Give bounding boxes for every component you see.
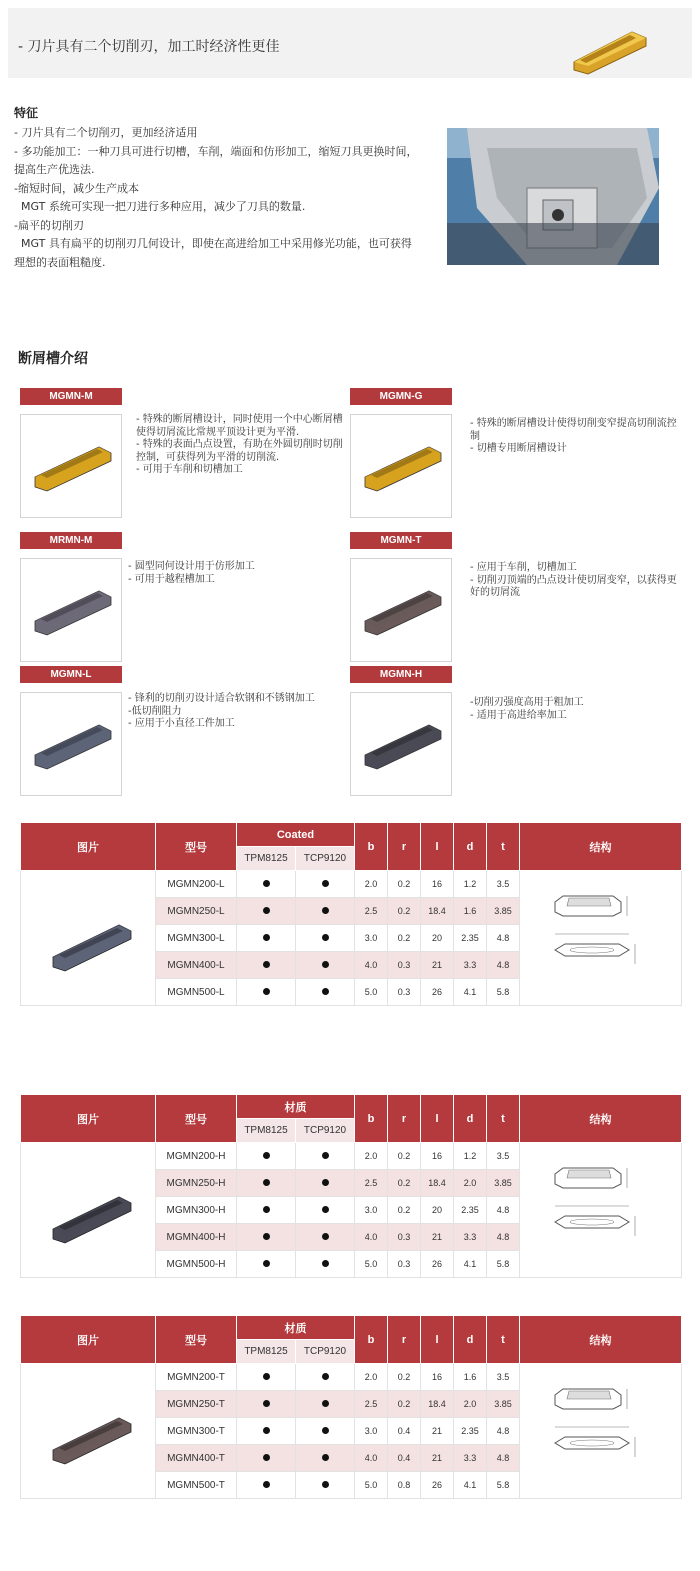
chipbreaker-tag: MRMN-M <box>20 532 122 549</box>
dim-cell: 26 <box>421 1472 454 1499</box>
grade-cell <box>237 1170 296 1197</box>
dim-cell: 0.2 <box>388 1364 421 1391</box>
top-banner <box>8 8 692 78</box>
model-cell: MGMN200-L <box>156 871 237 898</box>
chipbreaker-image <box>350 414 452 518</box>
filled-dot-icon <box>322 907 329 914</box>
filled-dot-icon <box>322 880 329 887</box>
grade-cell <box>237 871 296 898</box>
model-cell: MGMN250-L <box>156 898 237 925</box>
grade-cell <box>237 898 296 925</box>
dim-cell: 0.2 <box>388 1170 421 1197</box>
dim-cell: 3.5 <box>487 871 520 898</box>
dim-cell: 2.35 <box>454 1418 487 1445</box>
header-image: 图片 <box>21 1095 156 1143</box>
dim-cell: 0.2 <box>388 898 421 925</box>
header-grade-group: 材质 <box>237 1095 355 1119</box>
dim-cell: 5.0 <box>355 979 388 1006</box>
header-model: 型号 <box>156 1316 237 1364</box>
dim-cell: 0.8 <box>388 1472 421 1499</box>
dim-cell: 1.2 <box>454 1143 487 1170</box>
filled-dot-icon <box>263 1481 270 1488</box>
dim-cell: 4.0 <box>355 1445 388 1472</box>
chipbreaker-image <box>20 414 122 518</box>
header-dim: l <box>421 1316 454 1364</box>
dim-cell: 5.8 <box>487 1472 520 1499</box>
header-grade: TPM8125 <box>237 1340 296 1364</box>
chipbreaker-description: - 特殊的断屑槽设计，同时使用一个中心断屑槽使得切屑流比常规平顶设计更为平滑. - 特殊的表面凸点设置，有助在外圆切削时切削控制，可获得列为平滑的切削流. - 可用于车削和切槽加工 <box>136 414 343 475</box>
dim-cell: 4.1 <box>454 979 487 1006</box>
dim-cell: 3.0 <box>355 1197 388 1224</box>
filled-dot-icon <box>263 1454 270 1461</box>
filled-dot-icon <box>263 907 270 914</box>
grade-cell <box>296 1170 355 1197</box>
filled-dot-icon <box>322 1260 329 1267</box>
dim-cell: 4.8 <box>487 1445 520 1472</box>
header-dim: t <box>487 1316 520 1364</box>
feature-line: 理想的表面粗糙度. <box>14 255 106 269</box>
insert-image <box>21 1364 156 1499</box>
grade-cell <box>237 1364 296 1391</box>
dim-cell: 2.0 <box>454 1170 487 1197</box>
grade-cell <box>237 925 296 952</box>
chipbreaker-tag: MGMN-L <box>20 666 122 683</box>
dim-cell: 2.0 <box>355 1143 388 1170</box>
filled-dot-icon <box>322 1152 329 1159</box>
dim-cell: 3.85 <box>487 1391 520 1418</box>
table-row <box>21 1143 682 1170</box>
insert-image <box>21 871 156 1006</box>
grade-cell <box>237 1143 296 1170</box>
grade-cell <box>296 1364 355 1391</box>
feature-line: -扁平的切削刃 <box>14 218 84 232</box>
feature-line: - 刀片具有二个切削刃，更加经济适用 <box>14 126 198 139</box>
grade-cell <box>296 1224 355 1251</box>
dim-cell: 2.0 <box>454 1391 487 1418</box>
grade-cell <box>237 952 296 979</box>
model-cell: MGMN200-T <box>156 1364 237 1391</box>
dim-cell: 21 <box>421 1445 454 1472</box>
grade-cell <box>237 1391 296 1418</box>
dim-cell: 3.3 <box>454 1224 487 1251</box>
filled-dot-icon <box>263 1427 270 1434</box>
spec-table <box>20 822 682 1006</box>
dim-cell: 4.8 <box>487 1418 520 1445</box>
header-dim: d <box>454 1316 487 1364</box>
dim-cell: 1.6 <box>454 1364 487 1391</box>
grade-cell <box>296 1143 355 1170</box>
dim-cell: 3.85 <box>487 1170 520 1197</box>
header-structure: 结构 <box>520 1095 682 1143</box>
dim-cell: 20 <box>421 925 454 952</box>
filled-dot-icon <box>322 934 329 941</box>
filled-dot-icon <box>263 1373 270 1380</box>
dim-cell: 4.8 <box>487 952 520 979</box>
header-dim: d <box>454 1095 487 1143</box>
grade-cell <box>237 1251 296 1278</box>
grade-cell <box>296 1251 355 1278</box>
dim-cell: 4.8 <box>487 1197 520 1224</box>
filled-dot-icon <box>263 1206 270 1213</box>
header-dim: t <box>487 1095 520 1143</box>
dim-cell: 18.4 <box>421 1170 454 1197</box>
dim-cell: 2.0 <box>355 1364 388 1391</box>
features-list <box>14 124 439 272</box>
model-cell: MGMN500-H <box>156 1251 237 1278</box>
machining-photo <box>447 128 659 265</box>
filled-dot-icon <box>322 1233 329 1240</box>
header-grade: TCP9120 <box>296 1340 355 1364</box>
filled-dot-icon <box>263 961 270 968</box>
filled-dot-icon <box>263 1152 270 1159</box>
dim-cell: 18.4 <box>421 898 454 925</box>
header-dim: b <box>355 1095 388 1143</box>
filled-dot-icon <box>322 988 329 995</box>
model-cell: MGMN500-T <box>156 1472 237 1499</box>
feature-line: - 多功能加工：一种刀具可进行切槽，车削，端面和仿形加工，缩短刀具更换时间， <box>14 144 418 158</box>
spec-table <box>20 1094 682 1278</box>
header-model: 型号 <box>156 823 237 871</box>
grade-cell <box>296 979 355 1006</box>
header-grade: TPM8125 <box>237 1119 296 1143</box>
dim-cell: 0.4 <box>388 1418 421 1445</box>
header-dim: l <box>421 1095 454 1143</box>
dim-cell: 2.0 <box>355 871 388 898</box>
chipbreaker-section-title: 断屑槽介绍 <box>18 351 88 367</box>
header-image: 图片 <box>21 1316 156 1364</box>
header-grade-group: Coated <box>237 823 355 847</box>
dim-cell: 16 <box>421 1143 454 1170</box>
filled-dot-icon <box>263 1400 270 1407</box>
header-dim: b <box>355 823 388 871</box>
dim-cell: 0.3 <box>388 1251 421 1278</box>
dim-cell: 2.35 <box>454 925 487 952</box>
chipbreaker-description: - 锋利的切削刃设计适合软钢和不锈钢加工 -低切削阻力 - 应用于小直径工件加工 <box>128 693 315 729</box>
dim-cell: 3.0 <box>355 1418 388 1445</box>
grade-cell <box>296 925 355 952</box>
dim-cell: 2.5 <box>355 1391 388 1418</box>
dim-cell: 0.2 <box>388 925 421 952</box>
dim-cell: 0.2 <box>388 871 421 898</box>
chipbreaker-tag: MGMN-H <box>350 666 452 683</box>
model-cell: MGMN300-T <box>156 1418 237 1445</box>
dim-cell: 5.8 <box>487 979 520 1006</box>
model-cell: MGMN500-L <box>156 979 237 1006</box>
header-structure: 结构 <box>520 1316 682 1364</box>
dim-cell: 26 <box>421 979 454 1006</box>
header-model: 型号 <box>156 1095 237 1143</box>
filled-dot-icon <box>322 1454 329 1461</box>
header-grade-group: 材质 <box>237 1316 355 1340</box>
model-cell: MGMN400-T <box>156 1445 237 1472</box>
grade-cell <box>296 1391 355 1418</box>
chipbreaker-image <box>20 558 122 662</box>
chipbreaker-description: - 应用于车削，切槽加工 - 切削刃顶端的凸点设计使切屑变窄，以获得更好的切屑流 <box>470 562 677 598</box>
filled-dot-icon <box>263 1260 270 1267</box>
chipbreaker-tag: MGMN-T <box>350 532 452 549</box>
grade-cell <box>237 1418 296 1445</box>
dim-cell: 4.1 <box>454 1472 487 1499</box>
dim-cell: 1.6 <box>454 898 487 925</box>
dim-cell: 0.2 <box>388 1197 421 1224</box>
model-cell: MGMN400-L <box>156 952 237 979</box>
header-dim: t <box>487 823 520 871</box>
filled-dot-icon <box>263 934 270 941</box>
grade-cell <box>296 1472 355 1499</box>
header-dim: r <box>388 1316 421 1364</box>
insert-image <box>21 1143 156 1278</box>
filled-dot-icon <box>263 1233 270 1240</box>
header-structure: 结构 <box>520 823 682 871</box>
feature-line: MGT 具有扁平的切削刃几何设计，即使在高进给加工中采用修光功能，也可获得 <box>14 237 412 250</box>
filled-dot-icon <box>322 1427 329 1434</box>
dim-cell: 21 <box>421 1418 454 1445</box>
dim-cell: 16 <box>421 1364 454 1391</box>
model-cell: MGMN300-L <box>156 925 237 952</box>
header-dim: r <box>388 1095 421 1143</box>
header-dim: r <box>388 823 421 871</box>
dim-cell: 4.8 <box>487 1224 520 1251</box>
spec-table <box>20 1315 682 1499</box>
feature-line: -缩短时间，减少生产成本 <box>14 181 139 195</box>
banner-slogan: - 刀片具有二个切削刃，加工时经济性更佳 <box>18 39 280 55</box>
header-grade: TPM8125 <box>237 847 296 871</box>
dim-cell: 21 <box>421 1224 454 1251</box>
dim-cell: 4.0 <box>355 952 388 979</box>
filled-dot-icon <box>322 1206 329 1213</box>
gold-insert-image <box>570 26 650 76</box>
grade-cell <box>296 898 355 925</box>
chipbreaker-description: -切削刃强度高用于粗加工 - 适用于高进给率加工 <box>470 697 584 721</box>
header-dim: b <box>355 1316 388 1364</box>
chipbreaker-description: - 圆型同何设计用于仿形加工 - 可用于越程槽加工 <box>128 561 255 585</box>
dim-cell: 5.8 <box>487 1251 520 1278</box>
dim-cell: 3.5 <box>487 1364 520 1391</box>
dim-cell: 20 <box>421 1197 454 1224</box>
chipbreaker-description: - 特殊的断屑槽设计使得切削变窄提高切削流控制 - 切槽专用断屑槽设计 <box>470 418 677 454</box>
model-cell: MGMN300-H <box>156 1197 237 1224</box>
filled-dot-icon <box>322 961 329 968</box>
grade-cell <box>296 952 355 979</box>
dim-cell: 5.0 <box>355 1472 388 1499</box>
filled-dot-icon <box>263 1179 270 1186</box>
model-cell: MGMN250-T <box>156 1391 237 1418</box>
filled-dot-icon <box>322 1400 329 1407</box>
grade-cell <box>296 1445 355 1472</box>
table-row <box>21 871 682 898</box>
dim-cell: 0.4 <box>388 1445 421 1472</box>
chipbreaker-tag: MGMN-G <box>350 388 452 405</box>
dim-cell: 0.3 <box>388 979 421 1006</box>
dim-cell: 16 <box>421 871 454 898</box>
chipbreaker-image <box>20 692 122 796</box>
dim-cell: 3.3 <box>454 1445 487 1472</box>
feature-line: MGT 系统可实现一把刀进行多种应用，减少了刀具的数量. <box>14 200 306 213</box>
header-grade: TCP9120 <box>296 847 355 871</box>
filled-dot-icon <box>263 880 270 887</box>
grade-cell <box>237 979 296 1006</box>
table-row <box>21 1364 682 1391</box>
filled-dot-icon <box>322 1373 329 1380</box>
dim-cell: 2.5 <box>355 898 388 925</box>
dim-cell: 2.35 <box>454 1197 487 1224</box>
dim-cell: 3.85 <box>487 898 520 925</box>
chipbreaker-tag: MGMN-M <box>20 388 122 405</box>
structure-diagram <box>520 1143 682 1278</box>
header-grade: TCP9120 <box>296 1119 355 1143</box>
dim-cell: 18.4 <box>421 1391 454 1418</box>
header-dim: l <box>421 823 454 871</box>
dim-cell: 4.1 <box>454 1251 487 1278</box>
dim-cell: 3.5 <box>487 1143 520 1170</box>
grade-cell <box>237 1197 296 1224</box>
grade-cell <box>237 1224 296 1251</box>
chipbreaker-image <box>350 558 452 662</box>
dim-cell: 21 <box>421 952 454 979</box>
chipbreaker-image <box>350 692 452 796</box>
dim-cell: 5.0 <box>355 1251 388 1278</box>
dim-cell: 4.8 <box>487 925 520 952</box>
grade-cell <box>296 1418 355 1445</box>
dim-cell: 3.3 <box>454 952 487 979</box>
model-cell: MGMN400-H <box>156 1224 237 1251</box>
model-cell: MGMN200-H <box>156 1143 237 1170</box>
dim-cell: 26 <box>421 1251 454 1278</box>
dim-cell: 0.3 <box>388 952 421 979</box>
structure-diagram <box>520 1364 682 1499</box>
header-dim: d <box>454 823 487 871</box>
grade-cell <box>237 1445 296 1472</box>
dim-cell: 0.2 <box>388 1391 421 1418</box>
grade-cell <box>237 1472 296 1499</box>
header-image: 图片 <box>21 823 156 871</box>
dim-cell: 4.0 <box>355 1224 388 1251</box>
filled-dot-icon <box>263 988 270 995</box>
grade-cell <box>296 871 355 898</box>
filled-dot-icon <box>322 1179 329 1186</box>
dim-cell: 1.2 <box>454 871 487 898</box>
structure-diagram <box>520 871 682 1006</box>
grade-cell <box>296 1197 355 1224</box>
dim-cell: 0.3 <box>388 1224 421 1251</box>
feature-line: 提高生产优选法. <box>14 163 95 176</box>
dim-cell: 0.2 <box>388 1143 421 1170</box>
filled-dot-icon <box>322 1481 329 1488</box>
features-title: 特征 <box>14 106 39 120</box>
dim-cell: 3.0 <box>355 925 388 952</box>
dim-cell: 2.5 <box>355 1170 388 1197</box>
model-cell: MGMN250-H <box>156 1170 237 1197</box>
